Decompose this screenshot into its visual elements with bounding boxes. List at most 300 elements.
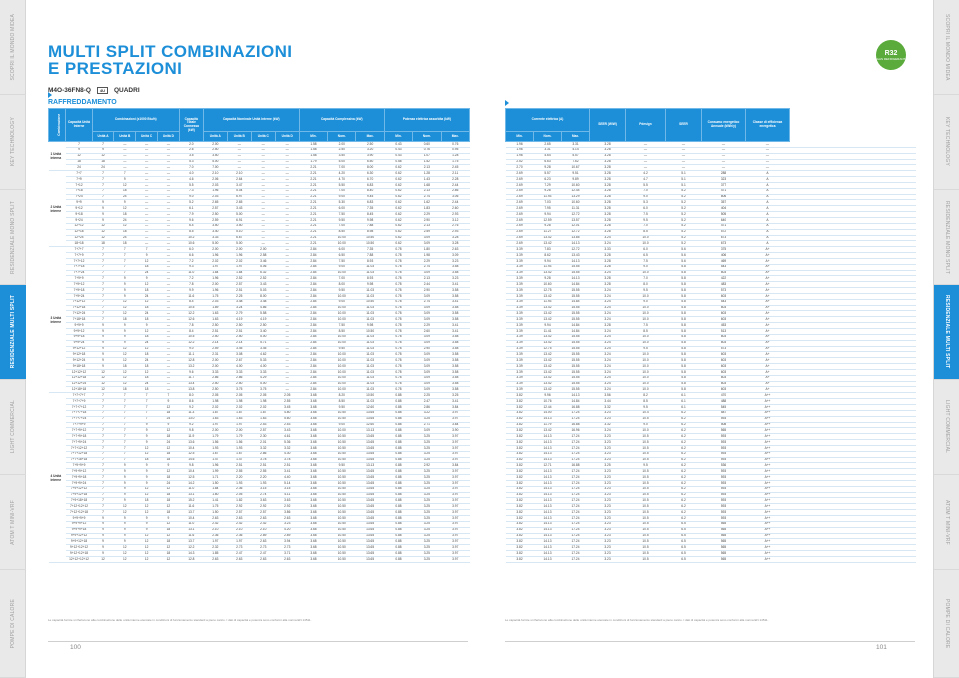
table-cell: —: [275, 282, 299, 288]
table-cell: 4.61: [275, 434, 299, 440]
table-cell: 2.63: [251, 516, 275, 522]
table-cell: 2.71: [413, 422, 441, 428]
table-cell: 3.68: [299, 393, 327, 399]
tab-pompe-calore-right[interactable]: POMPE DI CALORE: [934, 570, 959, 678]
table-cell: 3.23: [441, 258, 470, 264]
table-cell: 9.0: [626, 194, 666, 200]
table-cell: 1.97: [227, 539, 251, 545]
table-cell: 0.88: [384, 410, 412, 416]
table-cell: 17.24: [562, 451, 590, 457]
table-cell: 11.93: [534, 299, 562, 305]
table-cell: 7: [114, 247, 136, 253]
table-cell: —: [157, 235, 179, 241]
table-cell: 3.86: [275, 510, 299, 516]
table-cell: 18: [114, 229, 136, 235]
table-cell: 2.92: [251, 504, 275, 510]
table-cell: 2.89: [251, 533, 275, 539]
table-cell: 0.43: [384, 147, 412, 153]
table-cell: 12: [136, 533, 158, 539]
table-cell: 2.63: [227, 556, 251, 562]
table-cell: 10.5: [626, 486, 666, 492]
table-cell: 2.29: [413, 323, 441, 329]
table-cell: 7.2: [179, 258, 203, 264]
table-cell: 10.00: [328, 305, 356, 311]
table-cell: —: [251, 241, 275, 247]
table-cell: 24: [114, 217, 136, 223]
table-cell: 3.97: [441, 556, 470, 562]
table-cell: 13.65: [356, 416, 384, 422]
table-cell: A++: [746, 539, 790, 545]
table-cell: 7: [92, 270, 114, 276]
table-cell: 17.24: [562, 521, 590, 527]
table-cell: 1.47: [227, 457, 251, 463]
table-cell: A: [746, 241, 790, 247]
table-cell: 3.75: [227, 387, 251, 393]
table-cell: 9: [92, 527, 114, 533]
table-cell: 12: [92, 556, 114, 562]
table-cell: 17.24: [562, 445, 590, 451]
table-cell: 13.65: [356, 457, 384, 463]
table-cell: 11.7: [179, 375, 203, 381]
table-cell: 7: [92, 171, 114, 177]
table-cell: 3.25: [413, 469, 441, 475]
table-cell: 3.68: [299, 428, 327, 434]
table-cell: —: [157, 305, 179, 311]
table-cell: —: [275, 229, 299, 235]
table-cell: 0.78: [384, 247, 412, 253]
table-cell: 17.24: [562, 440, 590, 446]
table-cell: 1.50: [203, 480, 227, 486]
table-cell: 0.62: [384, 171, 412, 177]
table-cell: 2.63: [203, 516, 227, 522]
tab-key-technology-right[interactable]: KEY TECHNOLOGY: [934, 95, 959, 190]
table-cell: 13.42: [534, 334, 562, 340]
table-cell: 0.88: [384, 404, 412, 410]
table-cell: 5.00: [251, 334, 275, 340]
table-cell: 3.23: [590, 416, 626, 422]
table-cell: 18: [136, 305, 158, 311]
table-cell: 0.78: [384, 317, 412, 323]
table-cell: 10.5: [626, 416, 666, 422]
table-cell: 18: [157, 510, 179, 516]
table-cell: 6.1: [666, 393, 702, 399]
table-cell: 5.5: [179, 182, 203, 188]
table-cell: 3.32: [251, 445, 275, 451]
table-cell: 1.28: [413, 171, 441, 177]
table-cell: 10.50: [328, 527, 356, 533]
table-cell: —: [251, 200, 275, 206]
table-cell: —: [157, 229, 179, 235]
table-cell: 9+9+12+12: [66, 533, 92, 539]
table-cell: 0.62: [384, 217, 412, 223]
table-cell: 7+7+9+12: [66, 428, 92, 434]
table-cell: —: [157, 276, 179, 282]
table-cell: 6.2: [666, 510, 702, 516]
table-cell: —: [275, 159, 299, 165]
table-cell: 3.28: [441, 235, 470, 241]
table-cell: 3.08: [227, 352, 251, 358]
table-cell: 17.24: [562, 416, 590, 422]
table-cell: —: [275, 171, 299, 177]
table-cell: 7+12+12+18: [66, 510, 92, 516]
table-cell: —: [275, 182, 299, 188]
table-cell: 14.13: [534, 551, 562, 557]
table-cell: 3.23: [590, 516, 626, 522]
table-cell: 7: [92, 293, 114, 299]
table-cell: 2.74: [413, 194, 441, 200]
table-cell: 0.78: [384, 369, 412, 375]
table-cell: 9: [136, 428, 158, 434]
tab-light-commercial[interactable]: LIGHT COMMERCIAL: [0, 380, 26, 475]
table-cell: 3.28: [590, 194, 626, 200]
table-cell: 12: [114, 182, 136, 188]
table-cell: 12+12+18: [66, 375, 92, 381]
table-cell: 1.96: [506, 147, 534, 153]
table-cell: 12: [157, 545, 179, 551]
table-cell: 2.47: [227, 551, 251, 557]
table-cell: —: [157, 282, 179, 288]
table-cell: 0.88: [384, 498, 412, 504]
table-cell: 3.63: [251, 498, 275, 504]
table-cell: 10.5: [179, 334, 203, 340]
table-cell: 4.70: [328, 177, 356, 183]
table-cell: 0.88: [384, 440, 412, 446]
table-cell: 12+18: [66, 229, 92, 235]
table-cell: 13.1: [179, 527, 203, 533]
table-cell: 3.97: [441, 440, 470, 446]
table-cell: 0.88: [384, 556, 412, 562]
table-cell: 9+18+18: [66, 364, 92, 370]
table-cell: 14.84: [562, 282, 590, 288]
table-cell: 3.78: [275, 457, 299, 463]
table-cell: 17.24: [562, 475, 590, 481]
table-cell: —: [114, 159, 136, 165]
table-cell: 2.64: [227, 177, 251, 183]
table-cell: 17.24: [562, 434, 590, 440]
table-cell: 3.58: [441, 293, 470, 299]
table-cell: 18: [157, 527, 179, 533]
table-cell: 2.57: [251, 510, 275, 516]
table-cell: 7: [92, 188, 114, 194]
table-cell: 3.24: [227, 305, 251, 311]
table-cell: —: [157, 253, 179, 259]
table-cell: 0.78: [384, 305, 412, 311]
table-cell: —: [157, 177, 179, 183]
table-cell: 3.23: [590, 492, 626, 498]
table-cell: 10.2: [179, 235, 203, 241]
table-cell: 375: [702, 247, 746, 253]
table-cell: 10.50: [328, 492, 356, 498]
table-cell: 9: [92, 364, 114, 370]
table-cell: 2.50: [227, 334, 251, 340]
table-cell: 13.4: [179, 381, 203, 387]
table-cell: 0.43: [384, 153, 412, 159]
table-cell: 9+9+12: [66, 329, 92, 335]
table-cell: 1.97: [203, 539, 227, 545]
table-cell: 673: [702, 241, 746, 247]
table-cell: 10.00: [328, 381, 356, 387]
table-cell: 7: [92, 451, 114, 457]
table-cell: 11.1: [179, 352, 203, 358]
table-cell: 3.25: [413, 486, 441, 492]
col-cap-max: Max.: [356, 132, 384, 142]
table-cell: —: [251, 159, 275, 165]
table-cell: 7.00: [203, 165, 227, 171]
table-cell: —: [275, 340, 299, 346]
table-cell: A+: [746, 352, 790, 358]
table-cell: A: [746, 200, 790, 206]
table-cell: 13.42: [534, 235, 562, 241]
table-cell: —: [746, 159, 790, 165]
table-cell: 10.00: [328, 241, 356, 247]
table-cell: 11.03: [356, 375, 384, 381]
table-cell: 323: [702, 177, 746, 183]
table-cell: 0.78: [384, 375, 412, 381]
table-cell: 3.82: [506, 416, 534, 422]
table-cell: 14.13: [534, 504, 562, 510]
table-cell: —: [275, 258, 299, 264]
table-cell: 5.8: [666, 340, 702, 346]
table-cell: 5.03: [251, 288, 275, 294]
table-cell: —: [251, 147, 275, 153]
table-cell: 7+7+7+12: [66, 404, 92, 410]
table-cell: 13.65: [356, 545, 384, 551]
table-cell: 3.23: [441, 276, 470, 282]
table-cell: 2.59: [203, 217, 227, 223]
table-cell: 3.82: [506, 516, 534, 522]
table-cell: 14.13: [562, 276, 590, 282]
table-cell: 2.00: [203, 247, 227, 253]
table-cell: 12: [114, 504, 136, 510]
table-cell: 9: [92, 212, 114, 218]
table-cell: 2.84: [299, 264, 327, 270]
col-unita-a: Unità A: [92, 132, 114, 142]
table-cell: 10.4: [626, 410, 666, 416]
table-cell: A+: [746, 276, 790, 282]
table-cell: 11.03: [356, 381, 384, 387]
left-performance-table: [48, 108, 470, 563]
table-cell: —: [157, 340, 179, 346]
table-cell: 3.24: [590, 293, 626, 299]
table-cell: 3.32: [590, 404, 626, 410]
table-cell: 3.09: [413, 381, 441, 387]
table-cell: 3.97: [441, 545, 470, 551]
table-cell: —: [136, 235, 158, 241]
table-cell: 2.59: [413, 229, 441, 235]
table-cell: 2.05: [275, 393, 299, 399]
table-cell: 9: [136, 527, 158, 533]
col-combinazioni: Combinazioni (x1000 Btu/h): [92, 109, 179, 132]
table-cell: —: [157, 241, 179, 247]
table-cell: 3.97: [441, 410, 470, 416]
table-cell: 14.13: [534, 510, 562, 516]
table-cell: 2.36: [227, 486, 251, 492]
table-cell: 3.58: [441, 340, 470, 346]
table-cell: 3.25: [413, 445, 441, 451]
table-cell: 7: [114, 434, 136, 440]
table-cell: 7.95: [534, 206, 562, 212]
table-cell: 6.4: [179, 223, 203, 229]
table-cell: 9+9+9+18: [66, 527, 92, 533]
table-cell: 2.73: [275, 545, 299, 551]
table-cell: 12.71: [534, 463, 562, 469]
table-cell: —: [626, 159, 666, 165]
table-cell: 0.88: [384, 527, 412, 533]
table-cell: 2.30: [251, 434, 275, 440]
table-cell: A: [746, 229, 790, 235]
table-cell: —: [275, 323, 299, 329]
table-cell: 3.28: [590, 206, 626, 212]
table-cell: 2.63: [441, 247, 470, 253]
table-cell: 3.25: [413, 480, 441, 486]
table-cell: 1.79: [203, 434, 227, 440]
table-cell: 7+9+24: [66, 293, 92, 299]
table-cell: 2.0: [179, 142, 203, 148]
table-cell: —: [157, 346, 179, 352]
table-cell: 12: [136, 504, 158, 510]
table-cell: 13.42: [534, 428, 562, 434]
table-cell: 9: [92, 521, 114, 527]
table-cell: 9: [136, 440, 158, 446]
table-cell: 13.0: [179, 416, 203, 422]
table-cell: 13.6: [179, 440, 203, 446]
table-cell: —: [275, 165, 299, 171]
table-cell: 13.42: [534, 369, 562, 375]
tab-key-technology[interactable]: KEY TECHNOLOGY: [0, 95, 26, 190]
table-cell: —: [275, 212, 299, 218]
table-cell: 7.0: [626, 276, 666, 282]
table-cell: 3.97: [441, 475, 470, 481]
table-cell: 0.62: [384, 194, 412, 200]
table-cell: 1.58: [299, 142, 327, 148]
table-cell: 3.82: [506, 399, 534, 405]
table-cell: 8.93: [356, 258, 384, 264]
table-cell: 0.88: [384, 510, 412, 516]
table-cell: 9+12+12: [66, 346, 92, 352]
table-cell: 3.28: [590, 253, 626, 259]
table-cell: 7: [92, 475, 114, 481]
table-cell: 2.00: [203, 282, 227, 288]
table-cell: 7+7+9+18: [66, 434, 92, 440]
table-cell: 14.13: [534, 521, 562, 527]
table-cell: 5.2: [666, 194, 702, 200]
table-cell: 18: [114, 212, 136, 218]
table-cell: 1.47: [203, 457, 227, 463]
table-cell: 3.39: [506, 305, 534, 311]
table-cell: 5.00: [227, 212, 251, 218]
table-cell: 1.87: [227, 410, 251, 416]
table-cell: —: [227, 147, 251, 153]
tab-multi-split[interactable]: RESIDENZIALE MULTI SPLIT: [0, 285, 26, 380]
table-cell: 13.65: [356, 516, 384, 522]
table-cell: 17.24: [562, 533, 590, 539]
table-cell: 18: [136, 334, 158, 340]
tab-light-commercial-right[interactable]: LIGHT COMMERCIAL: [934, 380, 959, 475]
table-cell: 573: [702, 346, 746, 352]
table-cell: 3.39: [506, 323, 534, 329]
table-cell: 0.88: [384, 434, 412, 440]
table-cell: —: [136, 217, 158, 223]
table-cell: 14.13: [562, 258, 590, 264]
tab-scopri-midea-right[interactable]: SCOPRI IL MONDO MIDEA: [934, 0, 959, 95]
table-cell: —: [136, 153, 158, 159]
table-cell: 2.84: [299, 358, 327, 364]
tab-mono-split[interactable]: RESIDENZIALE MONO SPLIT: [0, 190, 26, 285]
table-cell: 5.2: [666, 188, 702, 194]
table-cell: 5.2: [666, 229, 702, 235]
table-cell: 10.50: [328, 551, 356, 557]
tab-multi-split-right[interactable]: RESIDENZIALE MULTI SPLIT: [934, 285, 959, 380]
table-cell: 3.33: [590, 247, 626, 253]
table-cell: 12: [114, 358, 136, 364]
table-cell: —: [157, 334, 179, 340]
tab-atom-vrf[interactable]: ATOM T MINI-VRF: [0, 475, 26, 570]
table-cell: 11.03: [356, 311, 384, 317]
table-cell: 10.76: [534, 399, 562, 405]
table-cell: 3.09: [413, 340, 441, 346]
table-cell: 2.86: [227, 375, 251, 381]
table-cell: 1.97: [203, 422, 227, 428]
table-cell: 3.23: [590, 445, 626, 451]
table-cell: 2.79: [227, 311, 251, 317]
table-cell: 7: [114, 171, 136, 177]
table-cell: 2.84: [299, 311, 327, 317]
table-cell: 18: [114, 317, 136, 323]
bottom-rule-right: [505, 641, 915, 642]
table-cell: 5.8: [666, 311, 702, 317]
tab-atom-vrf-right[interactable]: ATOM T MINI-VRF: [934, 475, 959, 570]
table-cell: 4.7: [626, 177, 666, 183]
table-cell: 7: [114, 440, 136, 446]
table-cell: 10.50: [328, 440, 356, 446]
table-cell: 6.83: [356, 200, 384, 206]
table-cell: 24: [92, 165, 114, 171]
tab-mono-split-right[interactable]: RESIDENZIALE MONO SPLIT: [934, 190, 959, 285]
table-cell: 3.58: [441, 288, 470, 294]
table-cell: 12: [92, 235, 114, 241]
table-cell: 5.2: [666, 200, 702, 206]
table-cell: 4.11: [275, 492, 299, 498]
table-cell: 3.46: [251, 258, 275, 264]
table-cell: 3.97: [441, 451, 470, 457]
table-cell: 14.00: [534, 410, 562, 416]
table-cell: 13.42: [534, 364, 562, 370]
table-cell: 6.5: [666, 556, 702, 562]
table-cell: A+: [746, 334, 790, 340]
table-cell: 3.82: [506, 492, 534, 498]
table-cell: 10.0: [626, 241, 666, 247]
table-cell: 483: [702, 282, 746, 288]
table-cell: 3.23: [590, 545, 626, 551]
table-cell: 9.9: [179, 288, 203, 294]
table-cell: 10.5: [626, 521, 666, 527]
table-cell: 17.24: [562, 492, 590, 498]
table-cell: 7: [114, 404, 136, 410]
table-cell: 5.8: [666, 293, 702, 299]
table-cell: —: [136, 165, 158, 171]
table-cell: 3.25: [413, 451, 441, 457]
table-cell: 2.84: [299, 346, 327, 352]
group-label: 3 Unità interne: [49, 247, 66, 393]
table-cell: 2.00: [251, 247, 275, 253]
tab-scopri-midea[interactable]: SCOPRI IL MONDO MIDEA: [0, 0, 26, 95]
table-cell: 11.03: [356, 387, 384, 393]
table-cell: 10.50: [328, 445, 356, 451]
tab-pompe-calore[interactable]: POMPE DI CALORE: [0, 570, 26, 678]
table-cell: 3.68: [299, 521, 327, 527]
table-cell: 6.00: [328, 206, 356, 212]
table-cell: 10.50: [328, 545, 356, 551]
